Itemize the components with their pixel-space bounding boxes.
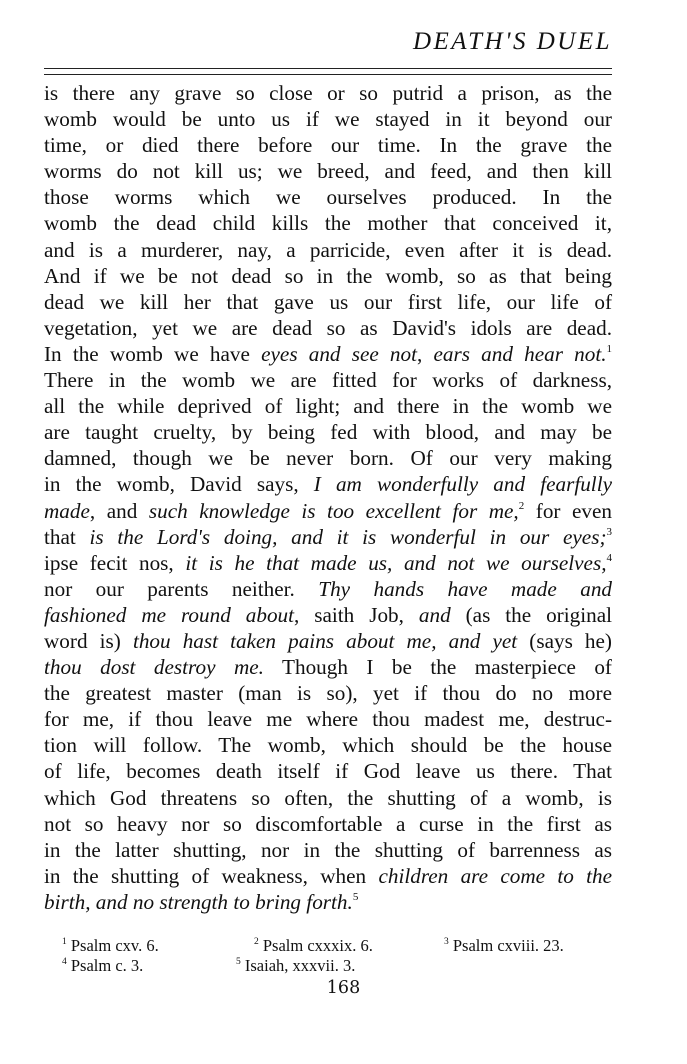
text-line [44, 80, 612, 106]
body-text [44, 80, 612, 915]
footnote-reference: 2 [518, 499, 525, 512]
text-line [44, 106, 612, 132]
text-segment: which God threatens so often, the shutting of a womb, is [44, 785, 612, 810]
footnote-text: Isaiah, xxxvii. 3. [244, 956, 356, 975]
text-segment: (as the original [450, 602, 612, 627]
text-segment: , and [89, 498, 149, 523]
text-line [44, 367, 612, 393]
footnote-reference: 3 [606, 525, 612, 538]
text-segment: dead we kill her that gave us our first life, our life of [44, 289, 612, 314]
text-segment: in the latter shutting, nor in the shutting of barrenness as [44, 837, 612, 862]
text-line [44, 837, 612, 863]
text-segment: womb would be unto us if we stayed in it beyond our [44, 107, 612, 132]
text-line [44, 889, 612, 915]
italic-text: Thy hands have made and [318, 576, 613, 601]
text-segment: worms do not kill us; we breed, and feed, and then kill [44, 159, 612, 184]
footnote-reference: 4 [606, 551, 613, 564]
text-line [44, 184, 612, 210]
text-line [44, 289, 612, 315]
text-line [44, 706, 612, 732]
italic-text: eyes and see not [261, 341, 418, 366]
text-line [44, 158, 612, 184]
text-line [44, 445, 612, 471]
footnote-reference: 1 [606, 342, 613, 355]
text-line [44, 811, 612, 837]
italic-text: thou hast taken pains about me, and yet [132, 628, 518, 653]
footnote-2 [254, 936, 444, 956]
text-segment: all the while deprived of light; and there in the womb we [44, 394, 612, 419]
text-segment: are taught cruelty, by being fed with blood, and may be [44, 420, 612, 445]
text-line [44, 471, 612, 497]
text-segment: for me, if thou leave me where thou madest me, destruc- [44, 707, 612, 732]
footnote-5 [236, 956, 355, 976]
italic-text: thou dost destroy me. [44, 655, 264, 680]
text-line [44, 419, 612, 445]
text-segment: In the womb we have [44, 341, 262, 366]
footnote-row [62, 956, 622, 976]
running-head-title: DEATH'S DUEL [412, 28, 612, 55]
text-segment: the greatest master (man is so), yet if thou do no more [44, 681, 612, 706]
footnote-marker: 4 [62, 957, 67, 967]
text-segment: womb the dead child kills the mother that conceived it, [44, 211, 612, 236]
footnote-text: Psalm cxv. 6. [70, 936, 159, 955]
footnote-marker: 2 [254, 937, 259, 947]
footnote-marker: 1 [62, 937, 67, 947]
text-segment: nor our parents neither. [44, 576, 319, 601]
text-segment: and is a murderer, nay, a parricide, even after it is dead. [44, 237, 612, 262]
header-rule-bottom [44, 74, 612, 75]
text-line [44, 550, 612, 576]
text-segment: damned, though we be never born. Of our very making [44, 446, 612, 471]
text-line [44, 680, 612, 706]
text-line [44, 654, 612, 680]
italic-text: it is he that made us, and not we ourselves, [185, 550, 607, 575]
text-segment: for even [524, 498, 613, 523]
footnote-marker: 3 [444, 937, 449, 947]
text-segment: those worms which we ourselves produced. In the [44, 185, 612, 210]
footnote-text: Psalm cxxxix. 6. [262, 936, 373, 955]
text-line [44, 863, 612, 889]
text-line [44, 315, 612, 341]
italic-text: children are come to the [378, 863, 612, 888]
footnote-reference: 5 [352, 890, 359, 903]
text-line [44, 785, 612, 811]
text-line [44, 393, 612, 419]
italic-text: made [44, 498, 90, 523]
italic-text: fashioned me round about [44, 602, 295, 627]
text-line [44, 237, 612, 263]
text-line [44, 210, 612, 236]
text-segment: vegetation, yet we are dead so as David's idols are dead. [44, 315, 612, 340]
italic-text: birth, and no strength to bring forth. [44, 889, 353, 914]
text-segment: time, or died there before our time. In the grave the [44, 133, 612, 158]
italic-text: is the Lord's doing, and it is wonderful in our eyes; [89, 524, 607, 549]
text-segment: Though I be the masterpiece of [263, 655, 612, 680]
text-line [44, 576, 612, 602]
text-line [44, 132, 612, 158]
italic-text: I am wonderfully and fearfully [313, 472, 612, 497]
text-segment: There in the womb we are fitted for works of darkness, [44, 368, 612, 393]
text-segment: And if we be not dead so in the womb, so as that being [44, 263, 612, 288]
text-line [44, 732, 612, 758]
text-segment: tion will follow. The womb, which should be the house [44, 733, 612, 758]
page-number: 168 [326, 978, 361, 998]
text-segment: in the womb, David says, [44, 472, 314, 497]
text-line [44, 524, 612, 550]
italic-text: ears and hear not. [433, 341, 607, 366]
text-line [44, 263, 612, 289]
footnote-row [62, 936, 622, 956]
footnote-marker: 5 [236, 957, 241, 967]
footnotes [62, 936, 622, 976]
text-segment: of life, becomes death itself if God leave us there. That [44, 759, 612, 784]
text-line [44, 498, 612, 524]
text-line [44, 602, 612, 628]
footnote-text: Psalm cxviii. 23. [452, 936, 564, 955]
text-segment: , saith Job, [294, 602, 419, 627]
text-line [44, 758, 612, 784]
text-segment: (says he) [517, 628, 612, 653]
italic-text: and [418, 602, 451, 627]
footnote-1 [62, 936, 254, 956]
text-segment: ipse fecit nos, [44, 550, 186, 575]
text-line [44, 628, 612, 654]
text-segment: that [44, 524, 90, 549]
text-segment: in the shutting of weakness, when [44, 863, 379, 888]
header-rule-top [44, 68, 612, 69]
footnote-4 [62, 956, 236, 976]
text-segment: is there any grave so close or so putrid a prison, as the [44, 81, 612, 105]
text-segment: , [417, 341, 434, 366]
italic-text: such knowledge is too excellent for me, [148, 498, 519, 523]
footnote-3 [444, 936, 564, 956]
footnote-text: Psalm c. 3. [70, 956, 144, 975]
text-segment: not so heavy nor so discomfortable a curse in the first as [44, 811, 612, 836]
text-segment: word is) [44, 628, 133, 653]
text-line [44, 341, 612, 367]
